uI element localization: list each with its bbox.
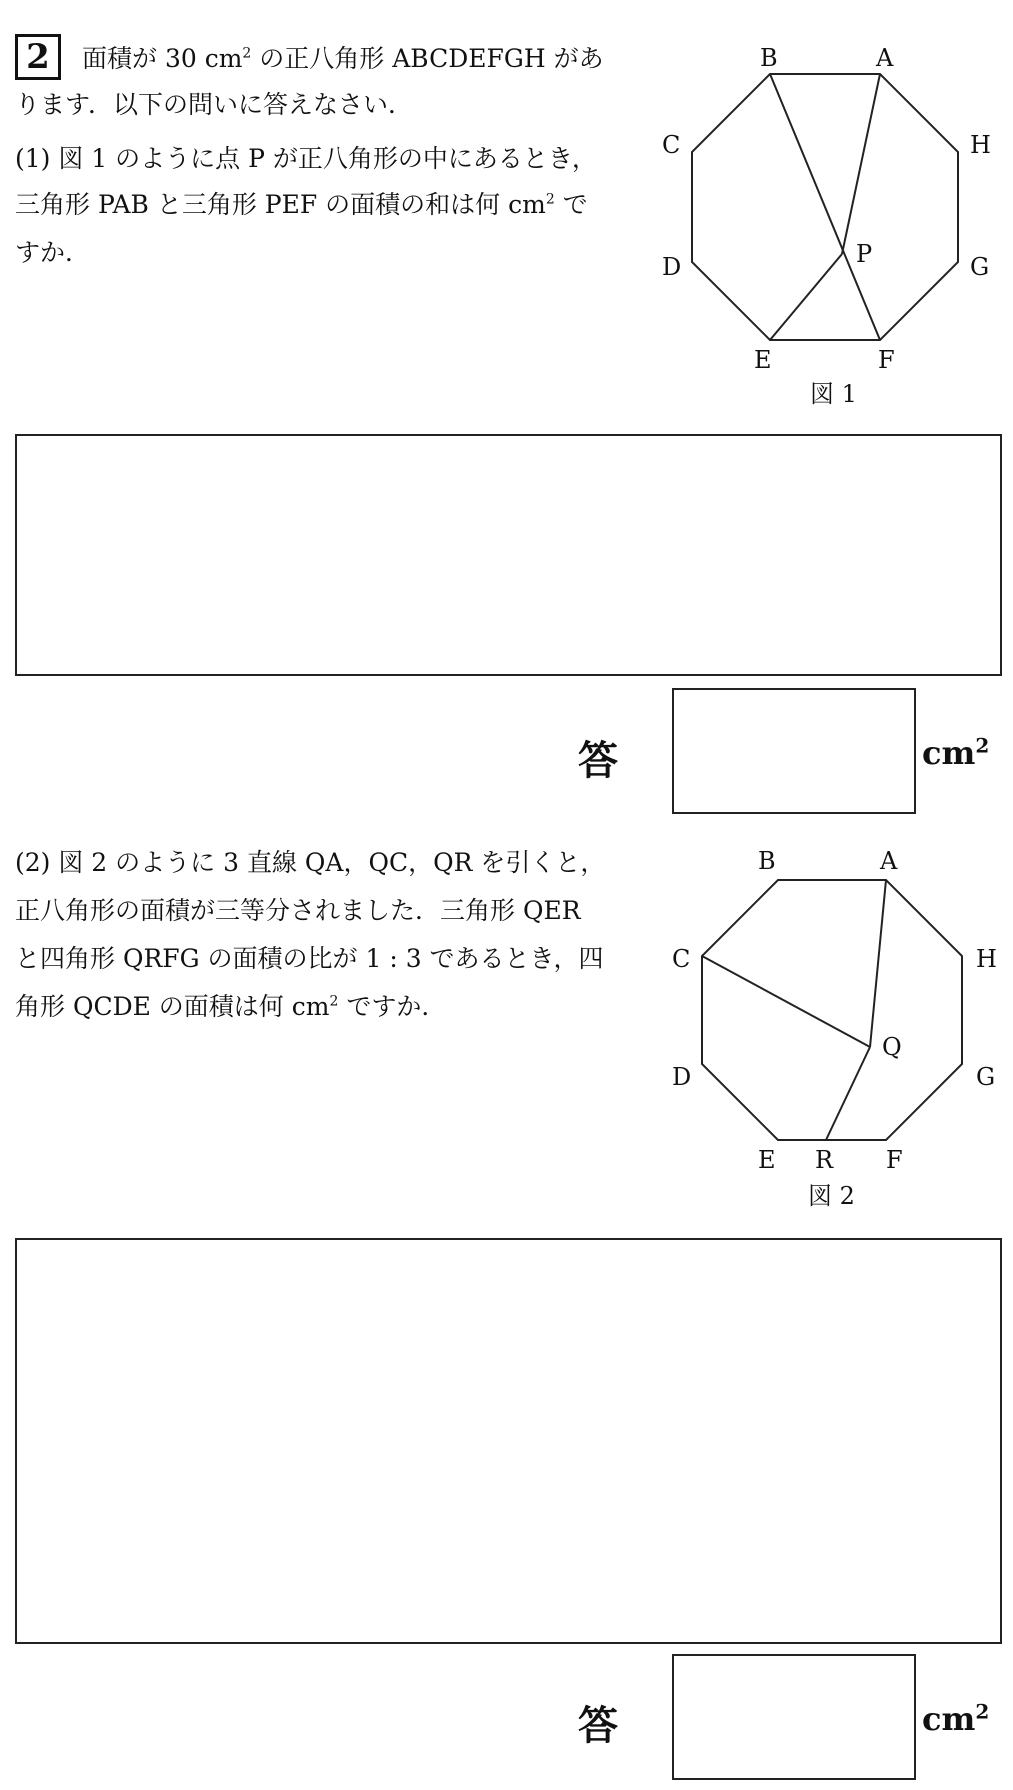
fig2-label-Q: Q xyxy=(882,1033,902,1061)
q1-line-3: すか． xyxy=(15,238,91,267)
q1-superscript: 2 xyxy=(545,191,555,208)
q1-unit-superscript: 2 xyxy=(975,733,990,758)
figure-2-caption: 図 2 xyxy=(808,1182,855,1210)
q2-line-4 xyxy=(15,994,446,1019)
intro-text-a: 面積が 30 cm xyxy=(82,44,243,73)
q1-text-a: 三角形 PAB と三角形 PEF の面積の和は何 cm xyxy=(15,190,546,219)
q2-unit-base: cm xyxy=(922,1700,976,1738)
fig2-label-G: G xyxy=(976,1063,996,1091)
segment-QC xyxy=(702,956,870,1047)
fig1-label-P: P xyxy=(856,240,873,268)
q1-work-area[interactable] xyxy=(15,434,1002,676)
segment-QA xyxy=(870,880,886,1047)
q1-line-2 xyxy=(15,192,588,217)
q1-answer-box[interactable] xyxy=(672,688,916,814)
fig1-label-C: C xyxy=(662,131,681,159)
q2-line-3: と四角形 QRFG の面積の比が 1 : 3 であるとき，四 xyxy=(15,944,604,973)
fig2-label-D: D xyxy=(672,1063,692,1091)
intro-line-1 xyxy=(82,46,604,71)
q2-answer-unit xyxy=(922,1700,989,1738)
q1-unit-base: cm xyxy=(922,734,976,772)
q2-answer-label: 答 xyxy=(578,1703,618,1749)
fig2-label-R: R xyxy=(815,1146,834,1174)
q1-answer-unit xyxy=(922,734,989,772)
fig2-label-F: F xyxy=(886,1146,903,1174)
fig1-label-H: H xyxy=(970,131,991,159)
problem-number-badge: 2 xyxy=(15,34,61,80)
q1-text-b: で xyxy=(554,190,588,219)
fig2-label-C: C xyxy=(672,945,691,973)
intro-superscript: 2 xyxy=(242,45,252,62)
figure-1-octagon xyxy=(640,30,1000,410)
fig1-label-E: E xyxy=(754,346,772,374)
fig1-label-A: A xyxy=(876,44,894,72)
q2-superscript: 2 xyxy=(329,993,339,1010)
q1-answer-label: 答 xyxy=(578,738,618,784)
fig1-label-D: D xyxy=(662,253,682,281)
segment-PE xyxy=(770,254,842,340)
q2-text-a: 角形 QCDE の面積は何 cm xyxy=(15,992,330,1021)
q1-line-1: (1) 図 1 のように点 P が正八角形の中にあるとき， xyxy=(15,144,597,173)
q2-unit-superscript: 2 xyxy=(975,1699,990,1724)
fig2-label-H: H xyxy=(976,945,997,973)
fig2-label-A: A xyxy=(880,847,898,875)
fig1-label-F: F xyxy=(878,346,895,374)
q2-text-b: ですか． xyxy=(338,992,447,1021)
figure-1-caption: 図 1 xyxy=(810,380,857,408)
q2-work-area[interactable] xyxy=(15,1238,1002,1644)
fig1-label-G: G xyxy=(970,253,990,281)
segment-QR xyxy=(826,1047,870,1140)
intro-text-b: の正八角形 ABCDEFGH があ xyxy=(251,44,604,73)
intro-line-2: ります．以下の問いに答えなさい． xyxy=(15,90,414,119)
fig2-label-E: E xyxy=(758,1146,776,1174)
figure-2-octagon xyxy=(650,835,1010,1215)
segment-PB-PF xyxy=(770,74,880,340)
q2-answer-box[interactable] xyxy=(672,1654,916,1780)
q2-line-1: (2) 図 2 のように 3 直線 QA，QC，QR を引くと， xyxy=(15,848,606,877)
fig1-label-B: B xyxy=(760,44,778,72)
fig2-label-B: B xyxy=(758,847,776,875)
octagon-outline xyxy=(702,880,962,1140)
q2-line-2: 正八角形の面積が三等分されました．三角形 QER xyxy=(15,896,581,925)
segment-PA xyxy=(842,74,880,254)
